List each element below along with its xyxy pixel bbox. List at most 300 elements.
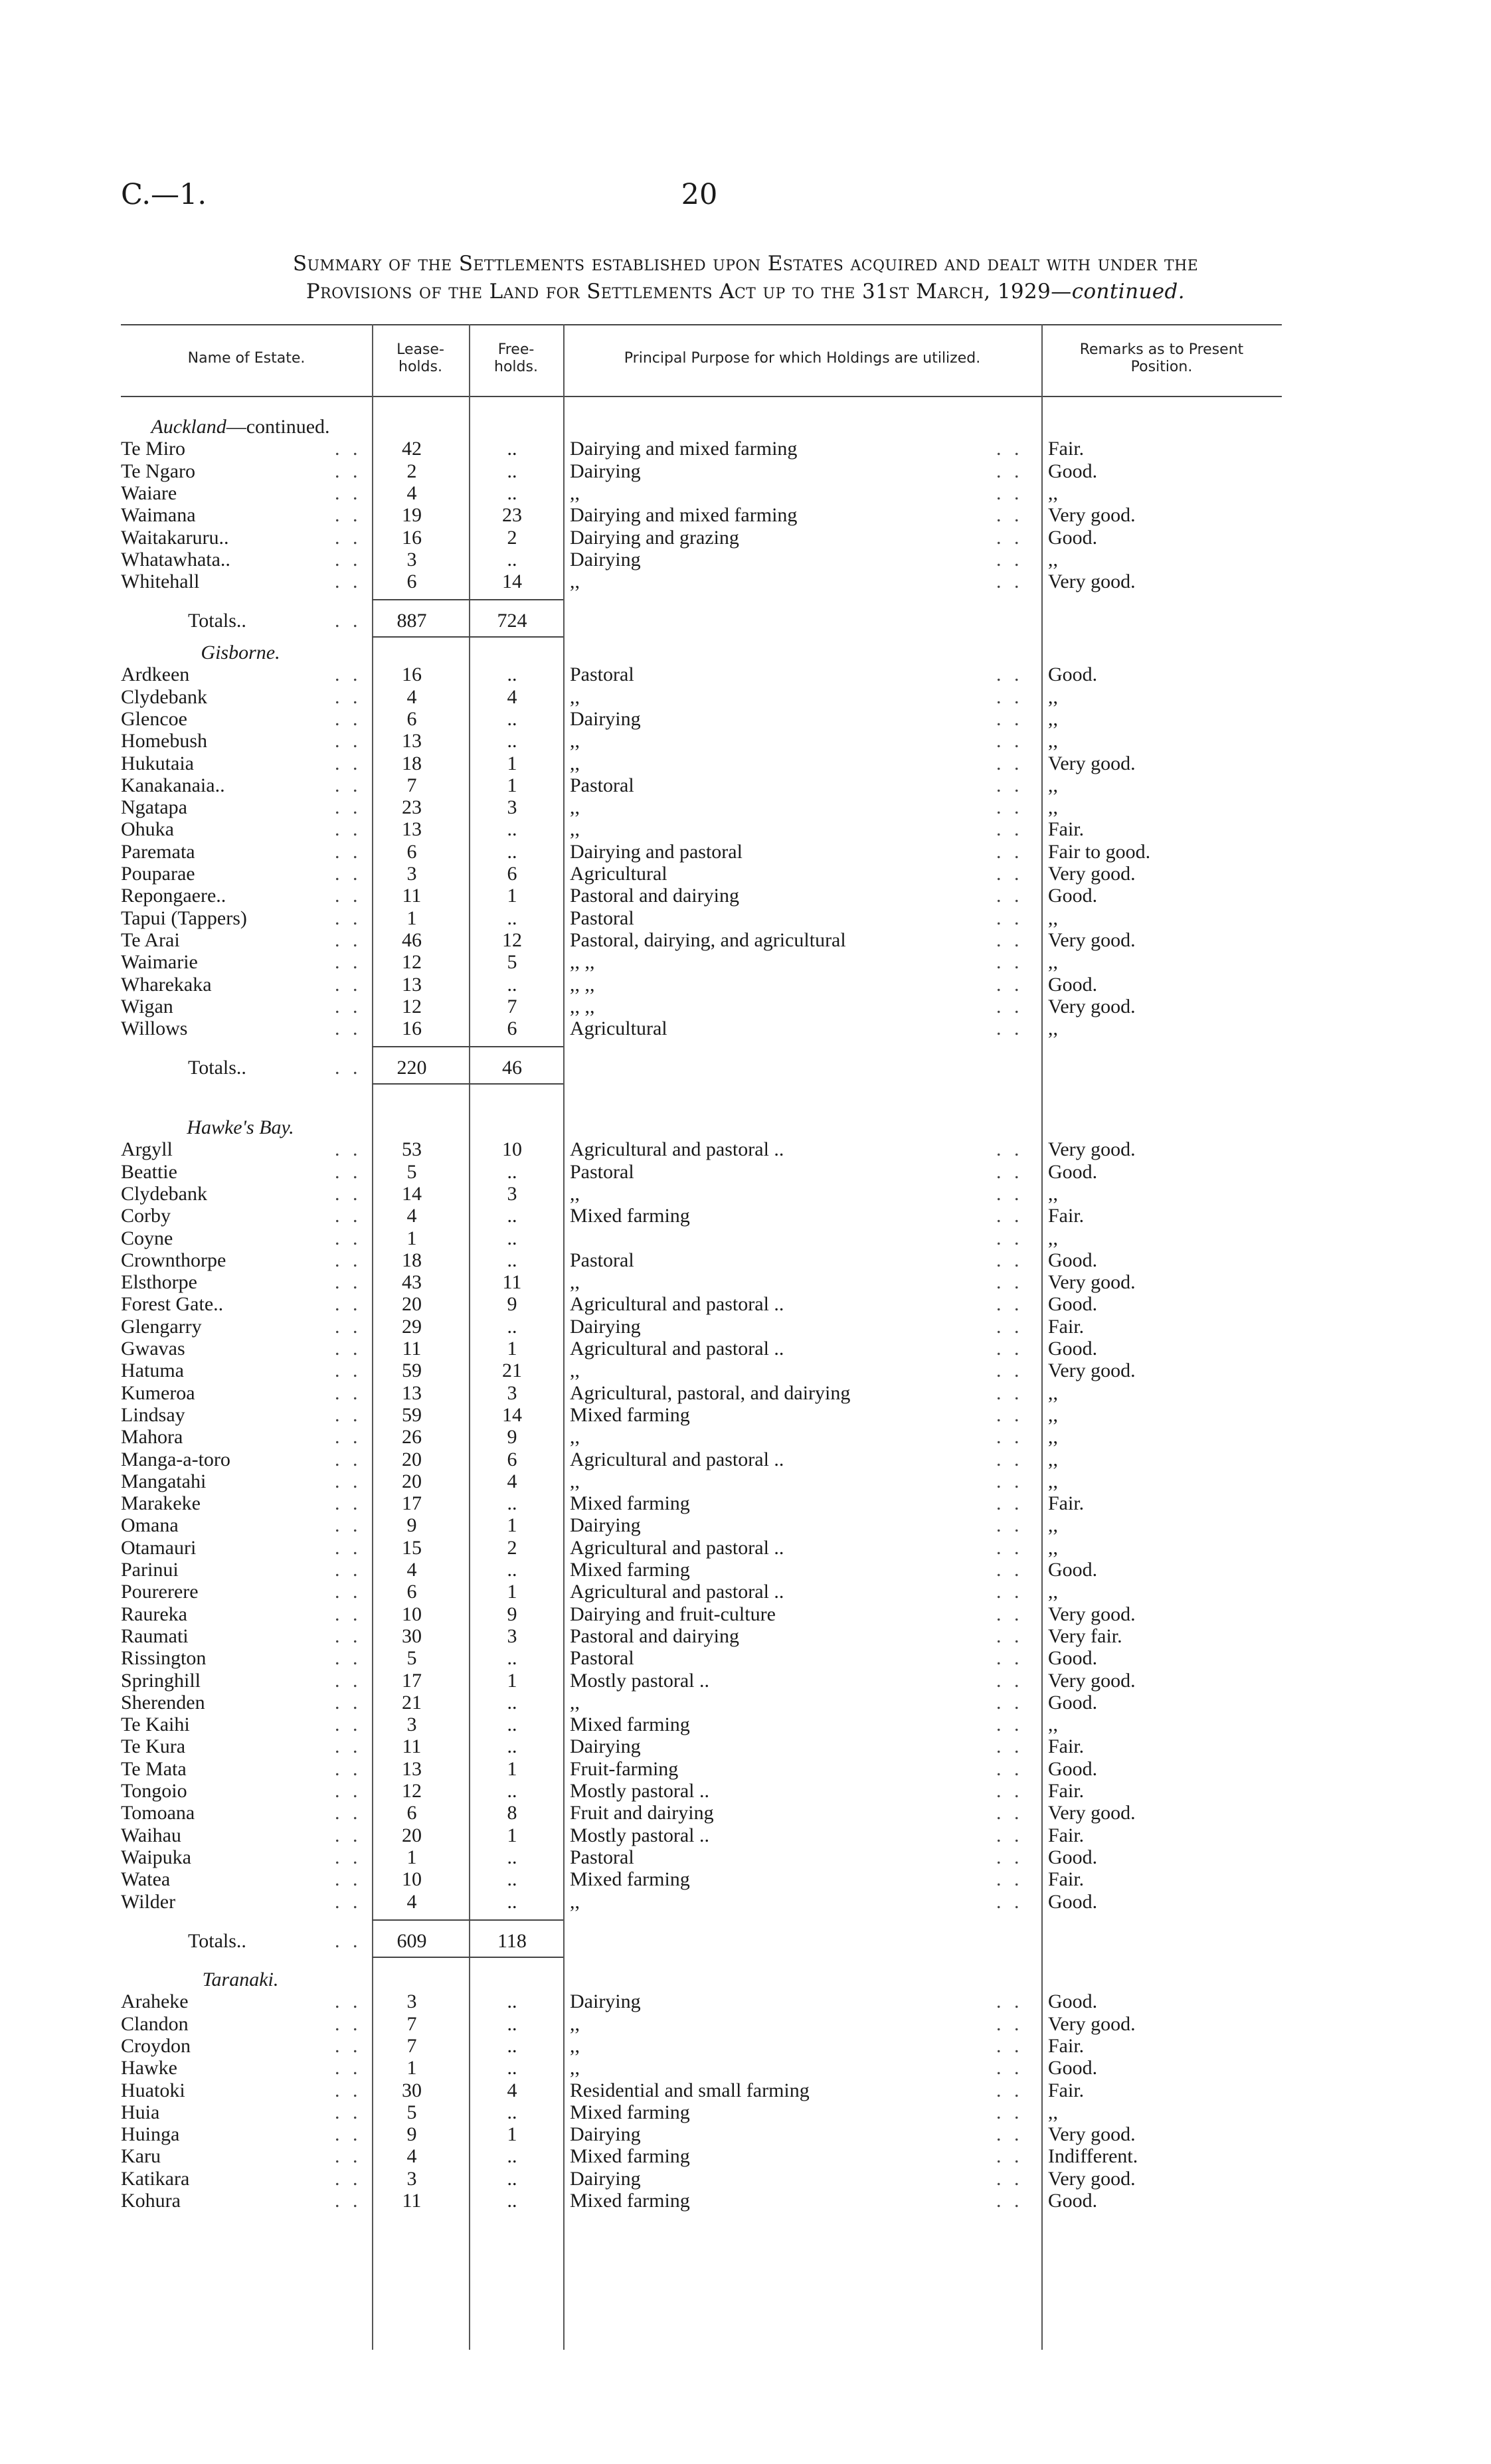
remarks-value: Fair. — [1048, 818, 1085, 841]
remarks-value: Fair. — [1048, 1315, 1085, 1338]
leader-dots: . . — [335, 1603, 362, 1625]
purpose-value: Dairying — [570, 1990, 641, 2013]
leader-dots: . . — [335, 610, 362, 632]
leader-dots: . . — [335, 1315, 362, 1338]
purpose-value: ,, — [570, 752, 580, 774]
leaseholds-value: 18 — [402, 1249, 422, 1271]
remarks-value: Indifferent. — [1048, 2145, 1138, 2168]
purpose-value: Dairying — [570, 1735, 641, 1758]
leader-dots: . . — [996, 973, 1023, 996]
purpose-value: Dairying and mixed farming — [570, 438, 798, 460]
section-heading-region: Hawke's Bay. — [187, 1116, 294, 1138]
purpose-value: ,, — [570, 730, 580, 752]
purpose-value: Dairying — [570, 460, 641, 482]
freeholds-value: .. — [507, 1559, 517, 1581]
purpose-value: Pastoral — [570, 774, 634, 796]
leader-dots: . . — [335, 2034, 362, 2057]
leader-dots: . . — [335, 1160, 362, 1183]
table-row — [0, 1161, 1491, 1183]
freeholds-value: 1 — [507, 1338, 517, 1360]
table-row — [0, 1271, 1491, 1293]
leader-dots: . . — [335, 885, 362, 907]
remarks-value: Fair. — [1048, 1205, 1085, 1227]
remarks-value: Good. — [1048, 1647, 1098, 1670]
table-row — [0, 1603, 1491, 1625]
leader-dots: . . — [996, 730, 1023, 752]
leaseholds-value: 30 — [402, 1625, 422, 1647]
estate-name: Waiare — [121, 482, 177, 504]
purpose-value: Dairying — [570, 707, 641, 730]
purpose-value: Dairying — [570, 548, 641, 571]
estate-name: Elsthorpe — [121, 1271, 197, 1294]
leader-dots: . . — [335, 2123, 362, 2146]
leader-dots: . . — [335, 482, 362, 504]
remarks-value: ,, — [1048, 774, 1058, 796]
remarks-value: ,, — [1048, 730, 1058, 752]
table-row — [0, 2057, 1491, 2079]
remarks-value: ,, — [1048, 1381, 1058, 1404]
freeholds-value: 1 — [507, 885, 517, 907]
remarks-value: Fair. — [1048, 1735, 1085, 1758]
estate-name: Kumeroa — [121, 1381, 195, 1404]
leader-dots: . . — [996, 2101, 1023, 2123]
remarks-value: Very good. — [1048, 504, 1136, 527]
remarks-value: Fair. — [1048, 1780, 1085, 1802]
table-title — [100, 250, 1391, 306]
leaseholds-value: 6 — [406, 1802, 417, 1824]
freeholds-value: .. — [507, 1735, 517, 1758]
leader-dots: . . — [996, 2012, 1023, 2035]
leader-dots: . . — [335, 1780, 362, 1802]
col-header-freeholds-line-1: Free- — [497, 341, 535, 358]
purpose-value: Mixed farming — [570, 2145, 690, 2168]
estate-name: Homebush — [121, 730, 207, 752]
purpose-value: Mixed farming — [570, 1714, 690, 1736]
leader-dots: . . — [996, 460, 1023, 482]
leader-dots: . . — [996, 840, 1023, 863]
leader-dots: . . — [335, 2101, 362, 2123]
table-row — [0, 2079, 1491, 2101]
leader-dots: . . — [335, 571, 362, 593]
leaseholds-value: 13 — [402, 730, 422, 752]
freeholds-value: 21 — [502, 1360, 522, 1382]
table-row — [0, 1293, 1491, 1315]
remarks-value: Good. — [1048, 1890, 1098, 1913]
table-row — [0, 438, 1491, 460]
purpose-value: Mostly pastoral .. — [570, 1669, 709, 1692]
leader-dots: . . — [335, 707, 362, 730]
leader-dots: . . — [335, 774, 362, 796]
leader-dots: . . — [996, 1603, 1023, 1625]
remarks-value: Fair. — [1048, 1868, 1085, 1891]
remarks-value: ,, — [1048, 2101, 1058, 2123]
table-row — [0, 818, 1491, 840]
freeholds-value: 7 — [507, 995, 517, 1017]
table-row — [0, 504, 1491, 526]
freeholds-value: 1 — [507, 1514, 517, 1537]
estate-name: Pouparae — [121, 863, 195, 885]
leaseholds-value: 9 — [406, 1514, 417, 1537]
leader-dots: . . — [996, 663, 1023, 686]
header-top-rule — [121, 324, 1282, 325]
remarks-value: Good. — [1048, 1160, 1098, 1183]
freeholds-value: 4 — [507, 2079, 517, 2101]
table-row — [0, 1205, 1491, 1227]
table-row — [0, 774, 1491, 796]
purpose-value: ,, — [570, 2057, 580, 2079]
estate-name: Wilder — [121, 1890, 176, 1913]
leader-dots: . . — [335, 685, 362, 708]
leaseholds-value: 4 — [406, 685, 417, 708]
estate-name: Clydebank — [121, 1182, 207, 1205]
section-heading — [121, 642, 360, 664]
freeholds-value: .. — [507, 1492, 517, 1515]
leader-dots: . . — [996, 1138, 1023, 1161]
table-row — [0, 1360, 1491, 1381]
estate-name: Tongoio — [121, 1780, 187, 1802]
leader-dots: . . — [335, 1581, 362, 1603]
leader-dots: . . — [335, 2145, 362, 2168]
freeholds-value: .. — [507, 818, 517, 841]
remarks-value: Very good. — [1048, 2123, 1136, 2146]
estate-name: Te Mata — [121, 1757, 187, 1780]
estate-name: Katikara — [121, 2167, 190, 2190]
leader-dots: . . — [996, 1017, 1023, 1040]
freeholds-value: .. — [507, 1780, 517, 1802]
estate-name: Karu — [121, 2145, 161, 2168]
leader-dots: . . — [996, 1757, 1023, 1780]
estate-name: Te Kaihi — [121, 1714, 190, 1736]
table-row — [0, 1846, 1491, 1868]
totals-row — [0, 610, 1491, 632]
leader-dots: . . — [335, 730, 362, 752]
table-row — [0, 482, 1491, 504]
leader-dots: . . — [335, 526, 362, 549]
col-header-remarks-line-1: Remarks as to Present — [1079, 341, 1244, 358]
leaseholds-value: 4 — [406, 1559, 417, 1581]
remarks-value: Good. — [1048, 663, 1098, 686]
purpose-value: ,, — [570, 482, 580, 504]
estate-name: Clandon — [121, 2012, 189, 2035]
table-row — [0, 841, 1491, 863]
freeholds-value: .. — [507, 907, 517, 929]
table-row — [0, 929, 1491, 951]
leaseholds-value: 4 — [406, 1205, 417, 1227]
purpose-value: Dairying and fruit-culture — [570, 1603, 776, 1625]
freeholds-value: 6 — [507, 1448, 517, 1470]
leader-dots: . . — [996, 951, 1023, 974]
leaseholds-value: 3 — [406, 2167, 417, 2190]
col-header-remarks-line-2: Position. — [1130, 359, 1193, 375]
leader-dots: . . — [996, 1824, 1023, 1846]
leaseholds-value: 1 — [406, 1227, 417, 1249]
estate-name: Huatoki — [121, 2079, 185, 2101]
leader-dots: . . — [335, 1492, 362, 1515]
leader-dots: . . — [996, 818, 1023, 841]
leaseholds-value: 53 — [402, 1138, 422, 1161]
leaseholds-value: 17 — [402, 1492, 422, 1515]
leaseholds-value: 7 — [406, 2012, 417, 2035]
leaseholds-value: 3 — [406, 1990, 417, 2013]
freeholds-value: 14 — [502, 1403, 522, 1426]
freeholds-value: .. — [507, 2057, 517, 2079]
freeholds-value: 8 — [507, 1802, 517, 1824]
purpose-value: ,, — [570, 818, 580, 841]
leader-dots: . . — [335, 1205, 362, 1227]
remarks-value: ,, — [1048, 1536, 1058, 1559]
leaseholds-value: 3 — [406, 548, 417, 571]
leaseholds-value: 59 — [402, 1360, 422, 1382]
table-row — [0, 1449, 1491, 1470]
leaseholds-value: 13 — [402, 1381, 422, 1404]
estate-name: Raureka — [121, 1603, 187, 1625]
freeholds-value: 10 — [502, 1138, 522, 1161]
leader-dots: . . — [996, 1581, 1023, 1603]
purpose-value: ,, — [570, 1182, 580, 1205]
freeholds-value: 14 — [502, 571, 522, 593]
freeholds-value: .. — [507, 1890, 517, 1913]
leaseholds-value: 2 — [406, 460, 417, 482]
purpose-value: Pastoral and dairying — [570, 885, 739, 907]
remarks-value: Fair. — [1048, 1824, 1085, 1846]
estate-name: Waihau — [121, 1824, 181, 1846]
leader-dots: . . — [335, 1868, 362, 1891]
title-line-2-italic: continued. — [1071, 280, 1185, 304]
leader-dots: . . — [335, 1669, 362, 1692]
freeholds-value: 2 — [507, 1536, 517, 1559]
leader-dots: . . — [996, 1780, 1023, 1802]
freeholds-value: .. — [507, 707, 517, 730]
estate-name: Manga-a-toro — [121, 1448, 230, 1470]
leader-dots: . . — [335, 1470, 362, 1492]
freeholds-value: 1 — [507, 774, 517, 796]
leader-dots: . . — [996, 1625, 1023, 1647]
leader-dots: . . — [996, 2123, 1023, 2146]
leader-dots: . . — [996, 1205, 1023, 1227]
leader-dots: . . — [996, 1448, 1023, 1470]
freeholds-value: .. — [507, 1160, 517, 1183]
leader-dots: . . — [335, 2190, 362, 2212]
freeholds-value: .. — [507, 1846, 517, 1868]
estate-name: Crownthorpe — [121, 1249, 226, 1271]
remarks-value: ,, — [1048, 482, 1058, 504]
section-heading-region: Auckland — [151, 416, 226, 438]
purpose-value: ,, — [570, 1360, 580, 1382]
purpose-value: Agricultural and pastoral .. — [570, 1138, 784, 1161]
totals-leaseholds: 220 — [396, 1057, 427, 1079]
remarks-value: ,, — [1048, 548, 1058, 571]
freeholds-value: 11 — [502, 1271, 522, 1294]
purpose-value: ,, ,, — [570, 951, 595, 974]
purpose-value: Pastoral and dairying — [570, 1625, 739, 1647]
freeholds-value: 5 — [507, 951, 517, 974]
purpose-value: Dairying — [570, 1315, 641, 1338]
leader-dots: . . — [335, 1514, 362, 1537]
leader-dots: . . — [335, 796, 362, 819]
col-header-leaseholds-line-2: holds. — [398, 359, 442, 375]
table-row — [0, 1824, 1491, 1846]
estate-name: Omana — [121, 1514, 179, 1537]
remarks-value: Very fair. — [1048, 1625, 1122, 1647]
estate-name: Glengarry — [121, 1315, 202, 1338]
table-row — [0, 686, 1491, 708]
table-row — [0, 1426, 1491, 1448]
estate-name: Mahora — [121, 1426, 183, 1449]
leaseholds-value: 17 — [402, 1669, 422, 1692]
estate-name: Marakeke — [121, 1492, 201, 1515]
estate-name: Hukutaia — [121, 752, 194, 774]
freeholds-value: 1 — [507, 1581, 517, 1603]
freeholds-value: .. — [507, 2190, 517, 2212]
leader-dots: . . — [335, 1559, 362, 1581]
purpose-value: Agricultural and pastoral .. — [570, 1536, 784, 1559]
remarks-value: Good. — [1048, 1691, 1098, 1714]
leaseholds-value: 6 — [406, 707, 417, 730]
freeholds-value: 1 — [507, 2123, 517, 2146]
freeholds-value: 4 — [507, 1470, 517, 1492]
leader-dots: . . — [335, 928, 362, 951]
remarks-value: Very good. — [1048, 1360, 1136, 1382]
freeholds-value: 1 — [507, 752, 517, 774]
col-header-remarks — [1041, 341, 1282, 376]
remarks-value: Good. — [1048, 1338, 1098, 1360]
purpose-value: Dairying and grazing — [570, 526, 739, 549]
table-row — [0, 1316, 1491, 1338]
totals-top-rule — [372, 599, 563, 600]
leader-dots: . . — [335, 2167, 362, 2190]
table-row — [0, 2035, 1491, 2057]
purpose-value: Mixed farming — [570, 1205, 690, 1227]
table-row — [0, 663, 1491, 685]
purpose-value: Mostly pastoral .. — [570, 1824, 709, 1846]
leader-dots: . . — [335, 1360, 362, 1382]
table-row — [0, 1559, 1491, 1581]
col-header-leaseholds — [372, 341, 469, 376]
table-row — [0, 708, 1491, 730]
leaseholds-value: 6 — [406, 1581, 417, 1603]
table-row — [0, 863, 1491, 885]
purpose-value: Agricultural and pastoral .. — [570, 1293, 784, 1316]
freeholds-value: .. — [507, 482, 517, 504]
estate-name: Clydebank — [121, 685, 207, 708]
table-row — [0, 1017, 1491, 1039]
totals-label: Totals.. — [188, 1929, 246, 1952]
remarks-value: Good. — [1048, 1846, 1098, 1868]
leaseholds-value: 26 — [402, 1426, 422, 1449]
leaseholds-value: 20 — [402, 1448, 422, 1470]
col-header-leaseholds-line-1: Lease- — [396, 341, 444, 358]
estate-name: Paremata — [121, 840, 195, 863]
leaseholds-value: 16 — [402, 526, 422, 549]
table-row — [0, 527, 1491, 549]
leaseholds-value: 3 — [406, 1714, 417, 1736]
table-row — [0, 1537, 1491, 1559]
leaseholds-value: 1 — [406, 2057, 417, 2079]
estate-name: Rissington — [121, 1647, 207, 1670]
leader-dots: . . — [335, 1735, 362, 1758]
table-row — [0, 1404, 1491, 1426]
purpose-value: Agricultural and pastoral .. — [570, 1338, 784, 1360]
title-line-2-main: Provisions of the Land for Settlements Act up to the 31st March, 1929— — [306, 280, 1072, 304]
estate-name: Parinui — [121, 1559, 179, 1581]
estate-name: Pourerere — [121, 1581, 199, 1603]
leader-dots: . . — [996, 2190, 1023, 2212]
remarks-value: ,, — [1048, 685, 1058, 708]
leader-dots: . . — [335, 863, 362, 885]
leader-dots: . . — [996, 685, 1023, 708]
remarks-value: ,, — [1048, 951, 1058, 974]
leader-dots: . . — [335, 752, 362, 774]
totals-label: Totals.. — [188, 610, 246, 632]
totals-leaseholds: 887 — [396, 610, 427, 632]
leader-dots: . . — [996, 1868, 1023, 1891]
estate-name: Huinga — [121, 2123, 180, 2146]
table-row — [0, 1692, 1491, 1714]
leader-dots: . . — [996, 571, 1023, 593]
leaseholds-value: 1 — [406, 907, 417, 929]
estate-name: Te Ngaro — [121, 460, 196, 482]
leaseholds-value: 7 — [406, 774, 417, 796]
totals-bottom-rule — [372, 636, 563, 638]
totals-bottom-rule — [372, 1083, 563, 1085]
remarks-value: ,, — [1048, 1403, 1058, 1426]
freeholds-value: 23 — [502, 504, 522, 527]
remarks-value: Good. — [1048, 460, 1098, 482]
remarks-value: Good. — [1048, 526, 1098, 549]
estate-name: Huia — [121, 2101, 160, 2123]
leader-dots: . . — [996, 1846, 1023, 1868]
leaseholds-value: 30 — [402, 2079, 422, 2101]
estate-name: Whitehall — [121, 571, 200, 593]
leader-dots: . . — [996, 482, 1023, 504]
title-line-2 — [100, 278, 1391, 306]
estate-name: Waipuka — [121, 1846, 191, 1868]
purpose-value: Dairying — [570, 1514, 641, 1537]
leader-dots: . . — [335, 1625, 362, 1647]
leader-dots: . . — [335, 840, 362, 863]
leaseholds-value: 20 — [402, 1470, 422, 1492]
leaseholds-value: 59 — [402, 1403, 422, 1426]
leaseholds-value: 3 — [406, 863, 417, 885]
leaseholds-value: 43 — [402, 1271, 422, 1294]
estate-name: Otamauri — [121, 1536, 197, 1559]
leaseholds-value: 19 — [402, 504, 422, 527]
col-header-freeholds-line-2: holds. — [494, 359, 538, 375]
estate-name: Lindsay — [121, 1403, 185, 1426]
freeholds-value: .. — [507, 1868, 517, 1891]
leaseholds-value: 5 — [406, 1647, 417, 1670]
table-row — [0, 885, 1491, 907]
estate-name: Tomoana — [121, 1802, 195, 1824]
estate-name: Kohura — [121, 2190, 181, 2212]
table-row — [0, 1581, 1491, 1603]
leader-dots: . . — [335, 2057, 362, 2079]
leaseholds-value: 12 — [402, 995, 422, 1017]
purpose-value: Pastoral — [570, 1846, 634, 1868]
remarks-value: Fair. — [1048, 1492, 1085, 1515]
freeholds-value: .. — [507, 2145, 517, 2168]
table-row — [0, 2013, 1491, 2035]
leaseholds-value: 12 — [402, 1780, 422, 1802]
section-heading-suffix: —continued. — [226, 416, 330, 438]
freeholds-value: .. — [507, 1714, 517, 1736]
estate-name: Argyll — [121, 1138, 173, 1161]
leaseholds-value: 11 — [402, 2190, 422, 2212]
purpose-value: Mixed farming — [570, 1492, 690, 1515]
leader-dots: . . — [996, 1338, 1023, 1360]
freeholds-value: .. — [507, 2034, 517, 2057]
remarks-value: Very good. — [1048, 863, 1136, 885]
